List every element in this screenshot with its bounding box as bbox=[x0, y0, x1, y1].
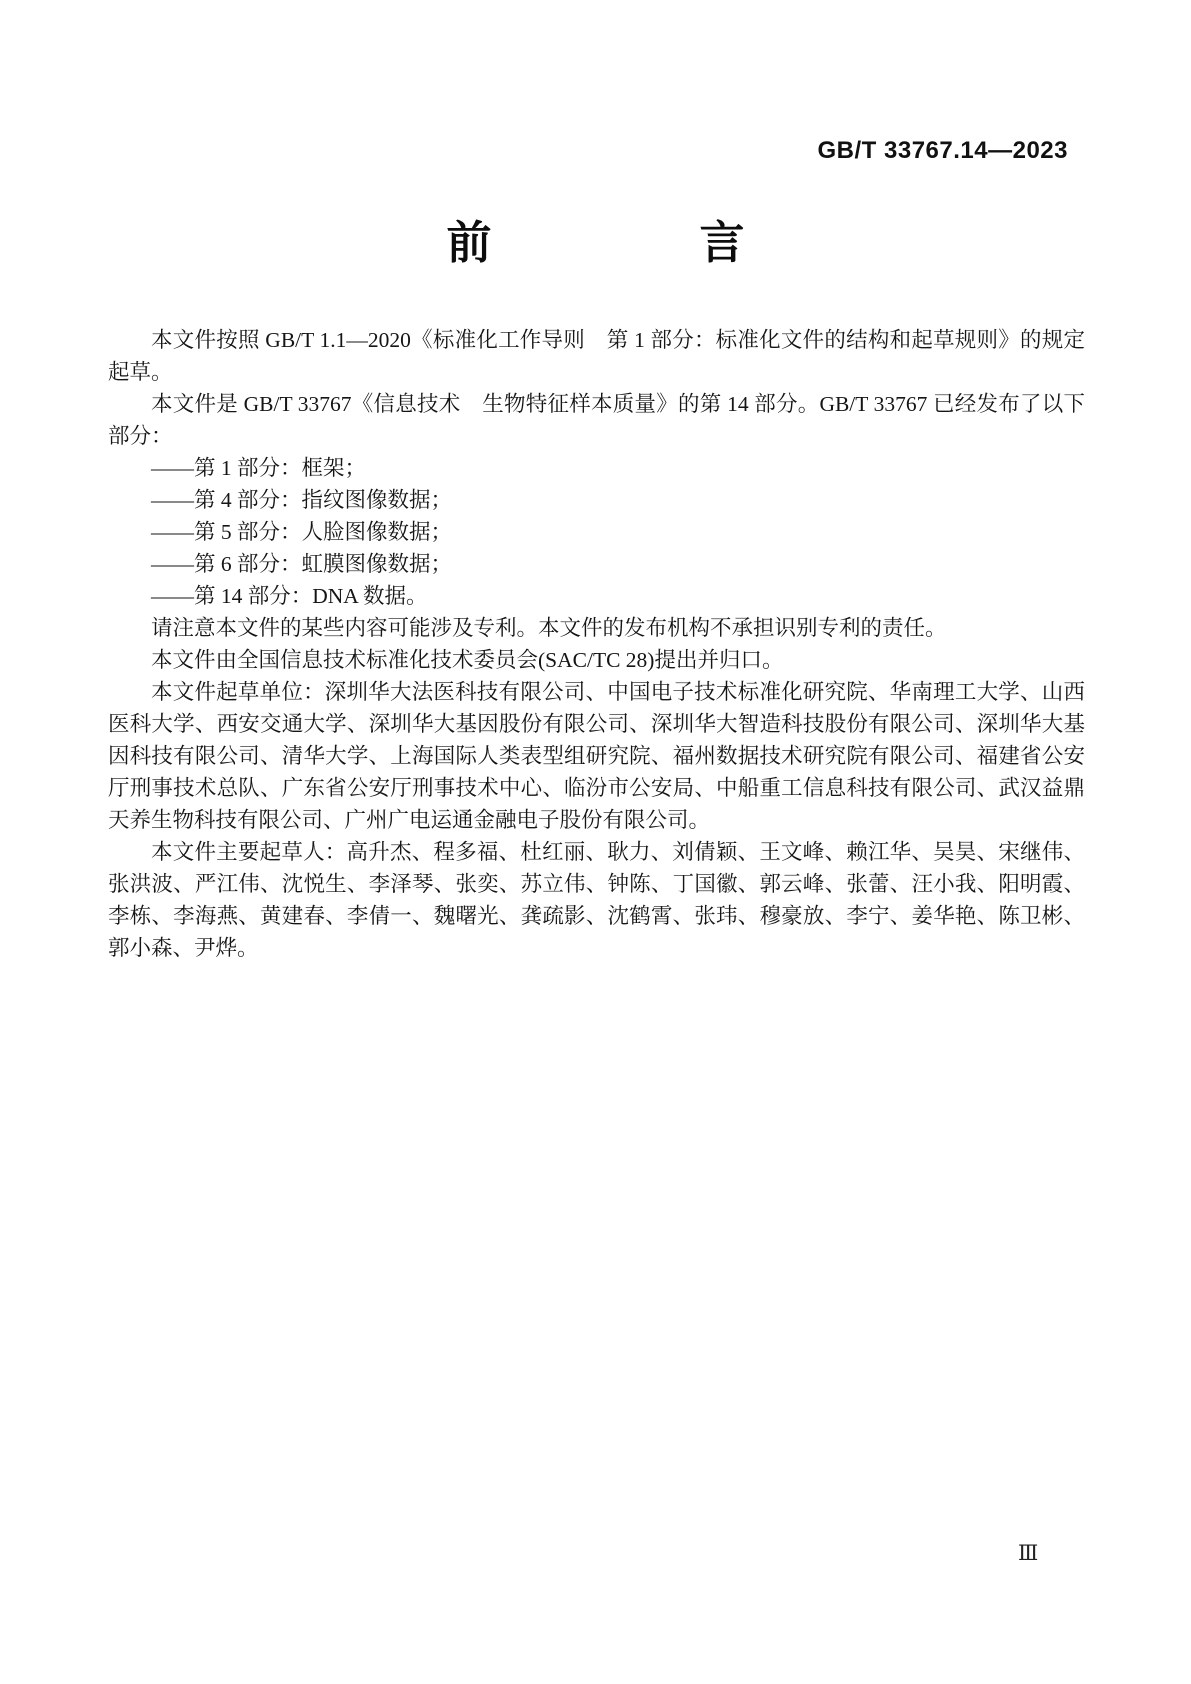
paragraph-drafting-organizations: 本文件起草单位：深圳华大法医科技有限公司、中国电子技术标准化研究院、华南理工大学、山西医科大学、西安交通大学、深圳华大基因股份有限公司、深圳华大智造科技股份有限公司、深圳华大基因科技有限公司、清华大学、上海国际人类表型组研究院、福州数据技术研究院有限公司、福建省公安厅刑事技术总队、广东省公安厅刑事技术中心、临汾市公安局、中船重工信息科技有限公司、武汉益鼎天养生物科技有限公司、广州广电运通金融电子股份有限公司。 bbox=[108, 680, 1085, 832]
paragraph-drafting-rules: 本文件按照 GB/T 1.1—2020《标准化工作导则 第 1 部分：标准化文件的结构和起草规则》的规定起草。 bbox=[108, 328, 1085, 384]
paragraph-committee: 本文件由全国信息技术标准化技术委员会(SAC/TC 28)提出并归口。 bbox=[151, 648, 784, 672]
title-char-yan: 言 bbox=[699, 217, 745, 268]
page-number: Ⅲ bbox=[1018, 1541, 1039, 1565]
document-body bbox=[108, 324, 1085, 964]
list-item-part-1: ——第 1 部分：框架； bbox=[151, 456, 367, 480]
paragraph-part-intro: 本文件是 GB/T 33767《信息技术 生物特征样本质量》的第 14 部分。GB/T 33767 已经发布了以下部分： bbox=[108, 392, 1085, 448]
list-item-part-5: ——第 5 部分：人脸图像数据； bbox=[151, 520, 453, 544]
standard-number: GB/T 33767.14—2023 bbox=[817, 137, 1068, 164]
page-title bbox=[0, 218, 1191, 268]
paragraph-patent-notice: 请注意本文件的某些内容可能涉及专利。本文件的发布机构不承担识别专利的责任。 bbox=[151, 616, 947, 640]
list-item-part-14: ——第 14 部分：DNA 数据。 bbox=[151, 584, 428, 608]
list-item-part-4: ——第 4 部分：指纹图像数据； bbox=[151, 488, 453, 512]
list-item-part-6: ——第 6 部分：虹膜图像数据； bbox=[151, 552, 453, 576]
title-char-qian: 前 bbox=[446, 217, 492, 268]
paragraph-drafters: 本文件主要起草人：高升杰、程多福、杜红丽、耿力、刘倩颖、王文峰、赖江华、吴昊、宋继伟、张洪波、严江伟、沈悦生、李泽琴、张奕、苏立伟、钟陈、丁国徽、郭云峰、张蕾、汪小我、阳明霞、李栋、李海燕、黄建春、李倩一、魏曙光、龚疏影、沈鹤霄、张玮、穆豪放、李宁、姜华艳、陈卫彬、郭小森、尹烨。 bbox=[108, 840, 1085, 960]
